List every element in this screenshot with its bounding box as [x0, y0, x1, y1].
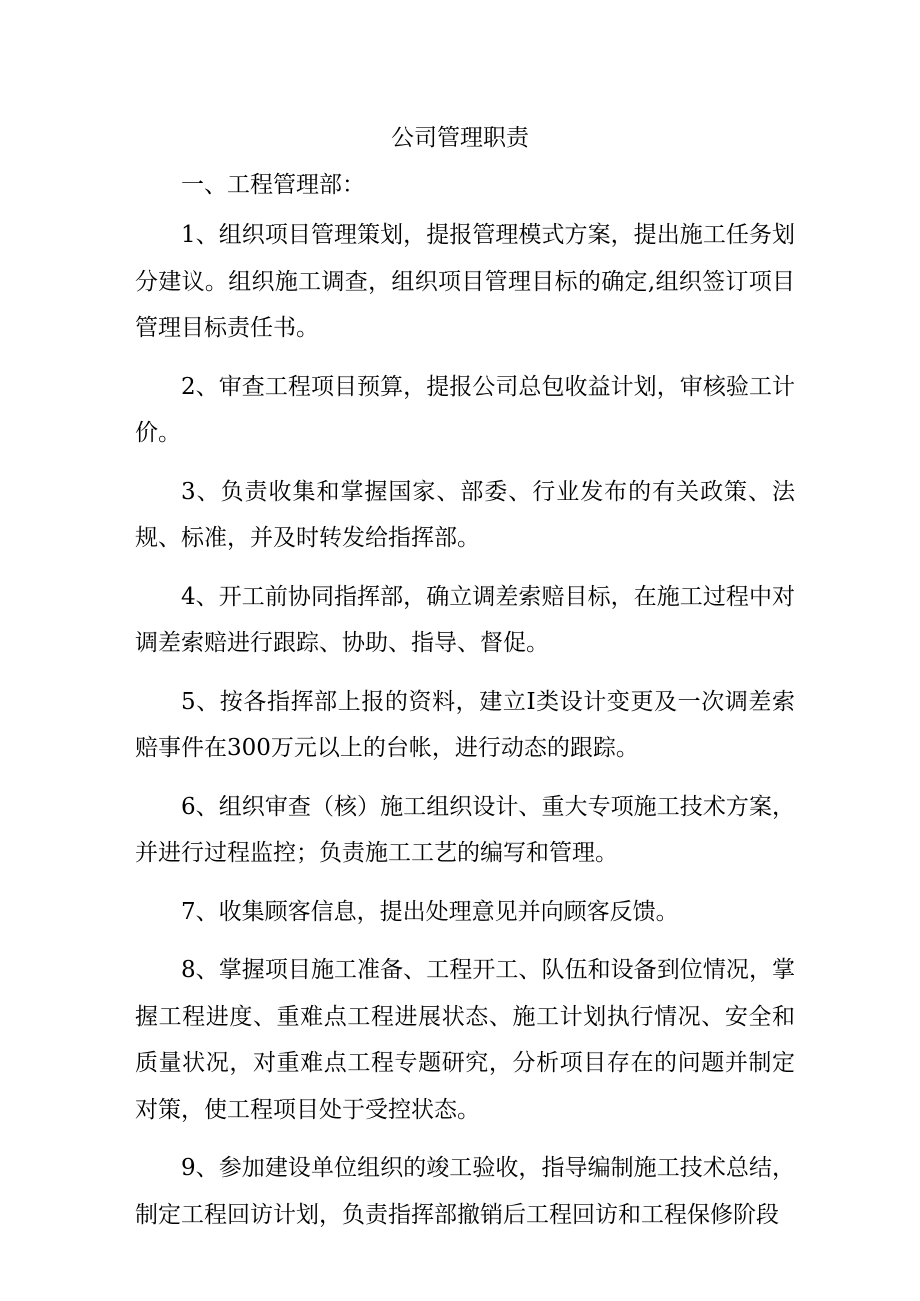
duty-item-6: 6、组织审查（核）施工组织设计、重大专项施工技术方案，并进行过程监控；负责施工工艺的编写和管理。 [135, 793, 795, 866]
duty-item-7: 7、收集顾客信息，提出处理意见并向顾客反馈。 [181, 898, 679, 925]
duty-item-2: 2、审查工程项目预算，提报公司总包收益计划，审核验工计价。 [135, 373, 795, 446]
page-title: 公司管理职责 [391, 125, 529, 151]
duty-item-8: 8、掌握项目施工准备、工程开工、队伍和设备到位情况，掌握工程进度、重难点工程进展状态、施工计划执行情况、安全和质量状况，对重难点工程专题研究，分析项目存在的问题并制定对策，使工程项目处于受控状态。 [135, 957, 795, 1123]
duty-item-9: 9、参加建设单位组织的竣工验收，指导编制施工技术总结，制定工程回访计划，负责指挥部撤销后工程回访和工程保修阶段 [135, 1155, 795, 1228]
duty-list [135, 212, 795, 1238]
duty-item-1: 1、组织项目管理策划，提报管理模式方案，提出施工任务划分建议。组织施工调查，组织项目管理目标的确定,组织签订项目管理目标责任书。 [135, 222, 795, 341]
duty-item-3: 3、负责收集和掌握国家、部委、行业发布的有关政策、法规、标准，并及时转发给指挥部。 [135, 478, 795, 551]
duty-item-4: 4、开工前协同指挥部，确立调差索赔目标，在施工过程中对调差索赔进行跟踪、协助、指导、督促。 [135, 583, 795, 656]
section-heading: 一、工程管理部： [181, 172, 365, 198]
duty-item-5: 5、按各指挥部上报的资料，建立I类设计变更及一次调差索赔事件在300万元以上的台帐，进行动态的跟踪。 [135, 688, 795, 761]
